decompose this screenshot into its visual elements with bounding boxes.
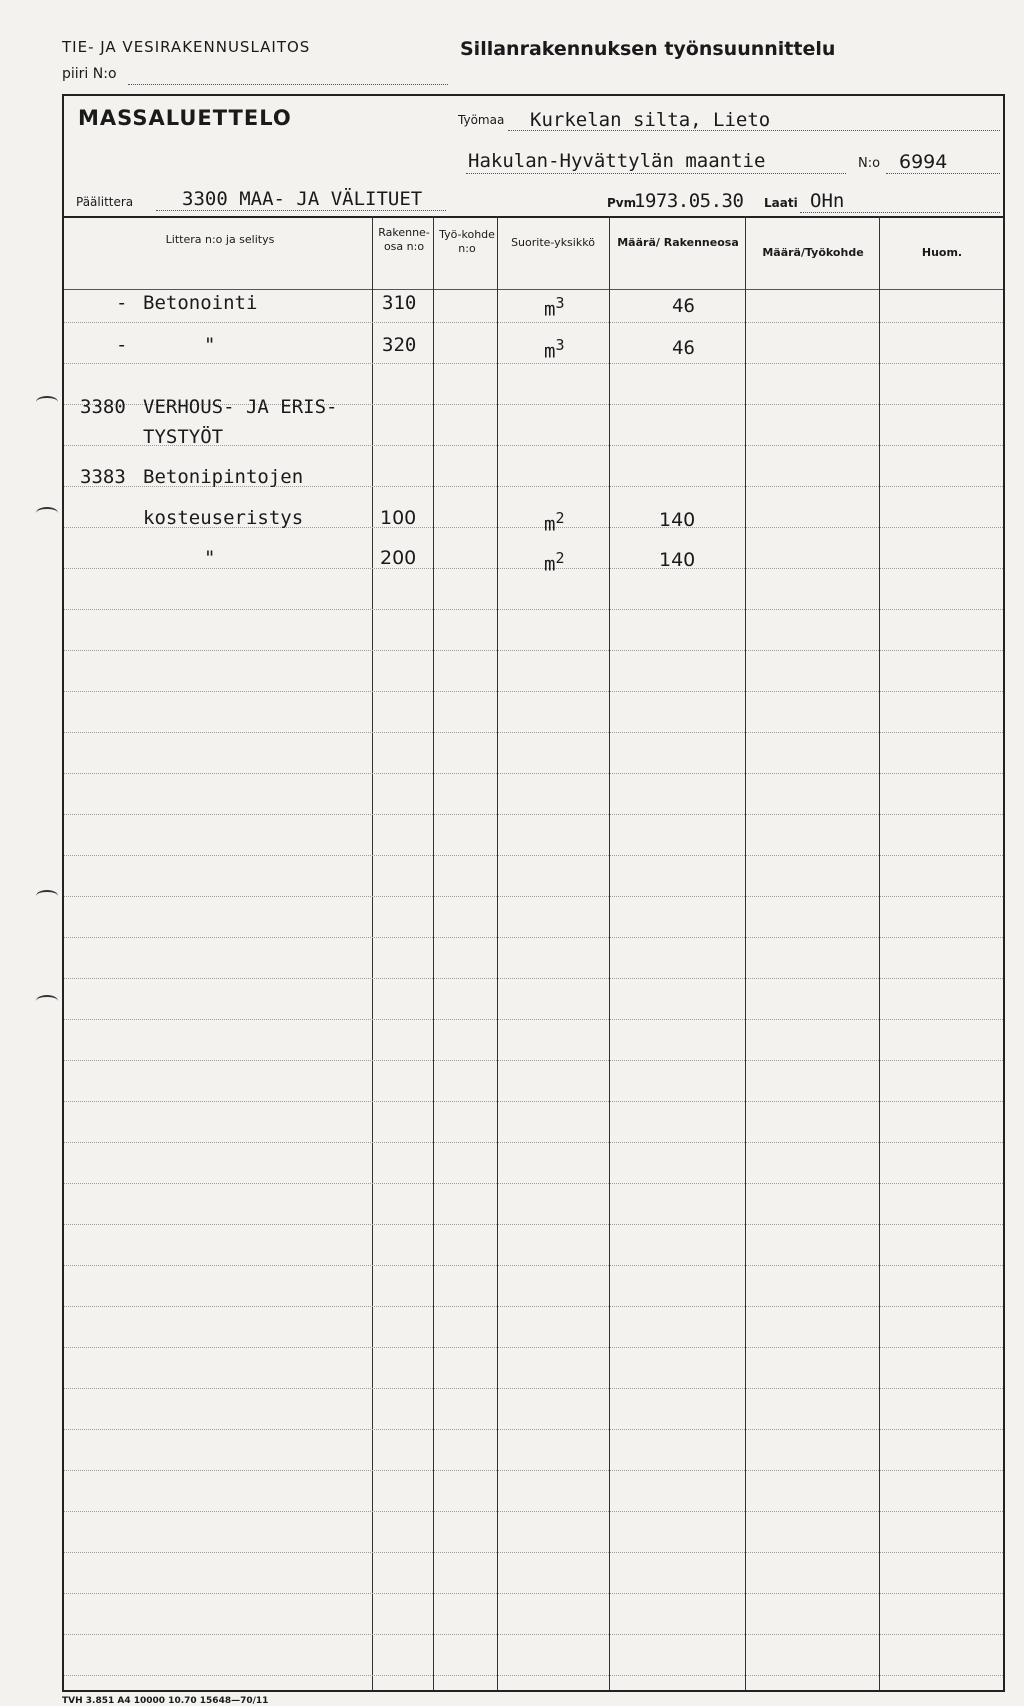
column-header-rakenneosa: Rakenne-osa n:o xyxy=(378,226,430,253)
ruled-line xyxy=(64,896,1003,897)
ruled-line xyxy=(64,1224,1003,1225)
frame-right-border xyxy=(1003,94,1005,1692)
ruled-line xyxy=(64,1060,1003,1061)
column-divider xyxy=(879,216,880,1690)
row-unit: $m^2$ xyxy=(544,509,565,536)
row-description: Betonointi xyxy=(143,292,258,314)
row-code: 3380 xyxy=(80,396,126,418)
row-quantity: 140 xyxy=(659,509,696,531)
row-unit: $m^2$ xyxy=(544,549,565,576)
ruled-line xyxy=(64,1675,1003,1676)
ruled-line xyxy=(64,1183,1003,1184)
number-dotted-line xyxy=(886,173,1000,174)
row-unit: $m^3$ xyxy=(544,294,565,321)
punch-hole-mark xyxy=(36,396,58,408)
column-divider xyxy=(609,216,610,1690)
column-divider xyxy=(372,216,373,1690)
main-code-dotted-line xyxy=(156,210,446,211)
road-dotted-line xyxy=(466,173,846,174)
ruled-line xyxy=(64,1634,1003,1635)
site-label: Työmaa xyxy=(458,113,505,127)
row-description: kosteuseristys xyxy=(143,507,304,529)
header-separator xyxy=(64,289,1003,290)
frame-left-border xyxy=(62,94,64,1692)
row-quantity: 46 xyxy=(672,337,695,359)
column-header-maara-tyokohde: Määrä/Työkohde xyxy=(762,246,864,259)
row-part-number: 310 xyxy=(382,292,417,314)
column-header-maara-rakenneosa: Määrä/ Rakenneosa xyxy=(617,236,739,249)
ruled-line xyxy=(64,1593,1003,1594)
ruled-line xyxy=(64,1142,1003,1143)
ruled-line xyxy=(64,1429,1003,1430)
row-part-number: 200 xyxy=(380,547,417,569)
ruled-line xyxy=(64,937,1003,938)
district-dotted-line xyxy=(128,84,448,85)
ruled-line xyxy=(64,691,1003,692)
row-description: " xyxy=(204,334,216,356)
row-unit: $m^3$ xyxy=(544,336,565,363)
punch-hole-mark xyxy=(36,890,58,902)
print-code: TVH 3.851 A4 10000 10.70 15648—70/11 xyxy=(62,1696,269,1706)
row-description: Betonipintojen xyxy=(143,466,304,488)
column-header-huom: Huom. xyxy=(921,246,963,259)
row-description: TYSTYÖT xyxy=(143,426,224,448)
row-code: 3383 xyxy=(80,466,126,488)
author-value: OHn xyxy=(810,190,845,212)
department-title: Sillanrakennuksen työnsuunnittelu xyxy=(460,38,836,60)
row-code: - xyxy=(116,334,128,356)
date-label: Pvm xyxy=(607,196,637,210)
ruled-line xyxy=(64,322,1003,323)
column-divider xyxy=(745,216,746,1690)
frame-top-border xyxy=(62,94,1005,96)
ruled-line xyxy=(64,1101,1003,1102)
ruled-line xyxy=(64,1470,1003,1471)
column-divider xyxy=(497,216,498,1690)
column-header-tyokohde: Työ-kohde n:o xyxy=(439,228,495,255)
number-value: 6994 xyxy=(899,151,948,173)
row-description: " xyxy=(204,547,216,569)
ruled-line xyxy=(64,814,1003,815)
ruled-line xyxy=(64,609,1003,610)
column-header-littera: Littera n:o ja selitys xyxy=(165,233,275,246)
date-value: 1973.05.30 xyxy=(634,190,744,212)
ruled-line xyxy=(64,1306,1003,1307)
ruled-line xyxy=(64,650,1003,651)
row-part-number: 100 xyxy=(380,507,417,529)
table-top-border xyxy=(62,216,1005,218)
frame-bottom-border xyxy=(62,1690,1005,1692)
row-part-number: 320 xyxy=(382,334,417,356)
agency-name: TIE- JA VESIRAKENNUSLAITOS xyxy=(62,38,311,56)
author-label: Laati xyxy=(764,196,798,210)
ruled-line xyxy=(64,363,1003,364)
row-description: VERHOUS- JA ERIS- xyxy=(143,396,338,418)
site-value: Kurkelan silta, Lieto xyxy=(530,109,771,131)
ruled-line xyxy=(64,1265,1003,1266)
row-quantity: 140 xyxy=(659,549,696,571)
punch-hole-mark xyxy=(36,507,58,519)
district-label: piiri N:o xyxy=(62,66,117,82)
ruled-line xyxy=(64,773,1003,774)
ruled-line xyxy=(64,1552,1003,1553)
ruled-line xyxy=(64,732,1003,733)
number-label: N:o xyxy=(858,156,881,171)
row-quantity: 46 xyxy=(672,295,695,317)
ruled-line xyxy=(64,855,1003,856)
ruled-line xyxy=(64,1347,1003,1348)
column-divider xyxy=(433,216,434,1690)
ruled-line xyxy=(64,978,1003,979)
author-dotted-line xyxy=(800,212,1000,213)
road-value: Hakulan-Hyvättylän maantie xyxy=(468,150,766,172)
ruled-line xyxy=(64,1511,1003,1512)
column-header-suoriteyksikko: Suorite-yksikkö xyxy=(511,236,595,249)
ruled-line xyxy=(64,1388,1003,1389)
main-code-value: 3300 MAA- JA VÄLITUET xyxy=(182,188,423,210)
main-code-label: Päälittera xyxy=(76,195,134,209)
row-code: - xyxy=(116,292,128,314)
form-title: MASSALUETTELO xyxy=(78,106,292,130)
punch-hole-mark xyxy=(36,995,58,1007)
ruled-line xyxy=(64,1019,1003,1020)
